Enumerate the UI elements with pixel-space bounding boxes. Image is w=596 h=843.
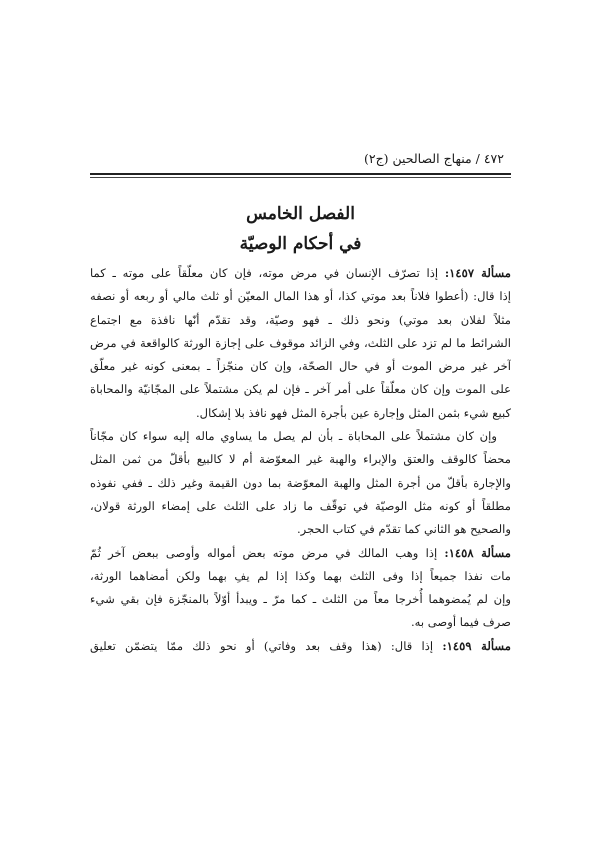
text-line: الشرائط ما لم تزد على الثلث، وفي الزائد موقوف على إجازة الورثة كالواقعة في مرض — [90, 335, 511, 350]
body-text — [90, 262, 511, 658]
header-rule — [90, 173, 511, 175]
issue-label: مسألة ١٤٥٧: — [444, 266, 511, 280]
text-line: مات نفذا جميعاً إذا وفى الثلث بهما وكذا إذا لم يفِ بهما ولكن أمضاهما الورثة، — [90, 568, 511, 583]
text-line: صرف فيما أوصى به. — [410, 615, 511, 630]
text-line — [90, 262, 511, 285]
line-text: إذا تصرّف الإنسان في مرض موته، فإن كان معلّقاً على موته ـ كما — [90, 266, 445, 280]
chapter-title: الفصل الخامس — [246, 204, 355, 224]
text-line: والصحيح هو الثاني كما تقدّم في كتاب الحجر. — [296, 522, 511, 537]
section-title: في أحكام الوصيّة — [239, 234, 362, 254]
text-line: مطلقاً أو كونه مثل الوصيّة في توقّف ما زاد على الثلث على إمضاء الورثة قولان، — [90, 498, 511, 513]
text-line — [90, 542, 511, 565]
text-line: آخر غير مرض الموت أو في حال الصحّة، وإن كان منجّزاً ـ بمعنى كونه غير معلّق — [90, 359, 511, 374]
text-line: على الموت وإن كان معلّقاً على أمر آخر ـ فإن لم يكن مشتملاً على المجّانيّة والمحاباة — [90, 382, 511, 397]
text-line: والإجارة بأقلّ من أجرة المثل والهبة المعوّضة بما دون القيمة وغير ذلك ـ ففي نفوذه — [90, 475, 511, 490]
text-line: إذا قال: (أعطوا فلاناً بعد موتي كذا، أو هذا المال المعيّن أو ثلث مالي أو ربعه أو نصفه — [90, 289, 511, 304]
line-text: إذا وهب المالك في مرض موته بعض أمواله وأوصى ببعض آخر ثُمّ — [90, 545, 445, 560]
text-line: كبيع شيء بثمن المثل وإجارة عين بأجرة المثل فهو نافذ بلا إشكال. — [196, 405, 511, 420]
running-header: ٤٧٢ / منهاج الصالحين (ج٢) — [363, 151, 504, 166]
issue-label: مسألة ١٤٥٨: — [444, 545, 511, 560]
issue-label: مسألة ١٤٥٩: — [442, 638, 511, 653]
header-rule-thin — [90, 177, 511, 178]
text-line — [90, 635, 511, 658]
text-line: وإن كان مشتملاً على المحاباة ـ بأن لم يصل ما يساوي ماله إليه سواء كان مجّاناً — [90, 429, 497, 444]
line-text: إذا قال: (هذا وقف بعد وفاتي) أو نحو ذلك ممّا يتضمّن تعليق — [90, 638, 443, 653]
text-line: محضاً كالوقف والعتق والإبراء والهبة غير المعوّضة أم لا كالبيع بأقلّ من ثمن المثل — [90, 452, 511, 467]
text-line: وإن لم يُمضوهما أُخرجا معاً من الثلث ـ كما مرّ ـ ويبدأ أوّلاً بالمنجّزة فإن بقي شيء — [90, 592, 511, 607]
text-line: مثلاً لفلان بعد موتي) ونحو ذلك ـ فهو وصيّة، وقد تقدّم أنّها نافذة مع اجتماع — [90, 312, 511, 327]
